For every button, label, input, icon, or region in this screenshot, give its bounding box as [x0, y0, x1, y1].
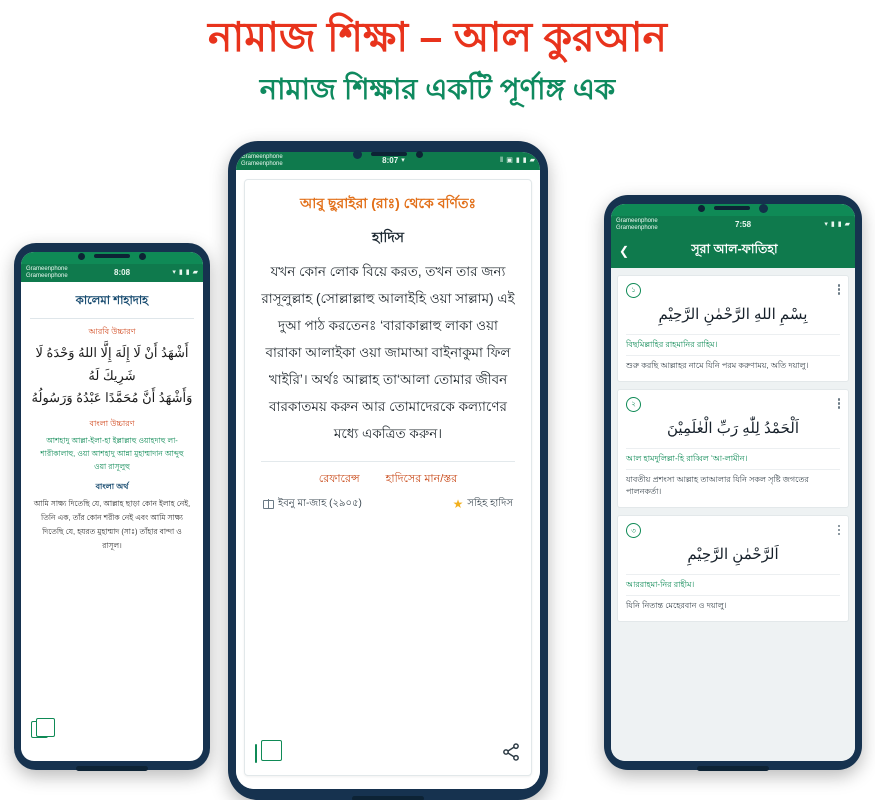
sensor-icon	[139, 253, 146, 260]
phone-center	[228, 141, 548, 800]
kebab-menu-icon[interactable]	[838, 397, 841, 411]
hadith-body-text: যখন কোন লোক বিয়ে করত, তখন তার জন্য রাসূলুল্লাহ (সোল্লাল্লাহু আলাইহি ওয়া সাল্লাম) এই দুআ পাঠ করতেনঃ ‘বারাকাল্লাহু লাকা ওয়া বারাকা আলাইকা ওয়া জামাআ বাইনাকুমা ফিল খাইরি’। অর্থঃ আল্লাহ তা‘আলা তোমার জীবন বারকাতময় করুন আর তোমাদেরকে কল্যাণের মধ্যে একত্রিত করুন।	[261, 263, 515, 441]
kebab-menu-icon[interactable]	[838, 523, 841, 537]
carrier-label-2: Grameenphone	[241, 160, 283, 167]
ayah-arabic-text: بِسْمِ اللهِ الرَّحْمٰنِ الرَّحِيْمِ	[658, 305, 808, 323]
copy-icon	[255, 744, 257, 763]
kalema-page	[21, 282, 203, 750]
ayah-arabic-text: اَلْحَمْدُ لِلّٰهِ رَبِّ الْعٰلَمِيْنَ	[667, 419, 799, 437]
signal-icon: ▮	[830, 220, 835, 228]
phone-left-camera-bar	[14, 243, 210, 269]
wifi-icon: ▾	[824, 220, 828, 228]
arabic-section-label: আরবি উচ্চারণ	[88, 326, 136, 336]
kebab-menu-icon[interactable]	[838, 283, 841, 297]
phone-right	[604, 195, 862, 770]
wifi-icon: ▾	[401, 156, 405, 164]
surah-title: সূরা আল-ফাতিহা	[691, 241, 778, 256]
kalema-meaning: আমি সাক্ষ্য দিতেছি যে, আল্লাহ ছাড়া কোন ইলাহ নেই, তিনি এক, তাঁর কোন শরীক নেই এবং আমি সাক্ষ্য দিতেছি যে, হযরত মুহাম্মাদ (সাঃ) তাঁহার বান্দা ও রাসূল।	[33, 499, 191, 551]
reference-header-source: রেফারেন্স	[318, 472, 360, 485]
signal-icon: ▮	[185, 268, 190, 276]
phone-center-screen	[236, 152, 540, 789]
signal-icon: ▮	[178, 268, 183, 276]
ayah-arabic-text: اَلرَّحْمٰنِ الرَّحِيْمِ	[687, 546, 779, 564]
phone-left	[14, 243, 210, 770]
hadith-narrator: আবু ছুরাইরা (রাঃ) থেকে বর্ণিতঃ	[300, 194, 476, 211]
copy-button[interactable]	[31, 721, 48, 738]
sensor-icon	[698, 205, 705, 212]
copy-icon	[31, 721, 48, 738]
home-indicator	[697, 766, 769, 771]
ayah-meaning: যিনি নিতান্ত মেহেরবান ও দয়ালু।	[626, 595, 840, 613]
page-subtitle: নামাজ শিক্ষার একটি পূর্ণাঙ্গ এক	[259, 74, 616, 107]
status-time: 8:07	[382, 156, 399, 166]
signal-icon: ▮	[515, 156, 520, 164]
ayah-meaning: যাবতীয় প্রশংসা আল্লাহ তাআলার যিনি সকল সৃষ্টি জগতের পালনকর্তা।	[626, 469, 840, 500]
ayah-transliteration: বিছমিল্লাহির রাহমানির রাহিম।	[626, 334, 840, 355]
kalema-title: কালেমা শাহাদাহ	[30, 292, 194, 319]
ayah-list[interactable]	[611, 268, 855, 761]
star-icon: ★	[452, 497, 464, 512]
share-icon	[501, 742, 521, 762]
hadith-page	[236, 179, 540, 789]
carrier-label-1: Grameenphone	[26, 266, 68, 272]
carrier-label-1: Grameenphone	[241, 154, 283, 160]
ayah-transliteration: আল হামদুলিল্লা-হি রাব্বিল ‘আ-লামীন।	[626, 448, 840, 469]
kalema-transliteration: আশহাদু আল্লা-ইলা-হা ইল্লাল্লাহু ওয়াহদাহু লা-শারীকালাহু, ওয়া আশহাদু আন্না মুহাম্মাদান আব্দুহু ওয়া রাসূলুহু	[40, 436, 184, 472]
list-item[interactable]	[617, 275, 849, 382]
carrier-label-2: Grameenphone	[616, 224, 658, 231]
kalema-arabic-line-1: أَشْهَدُ أَنْ لَا إِلَهَ إِلَّا اللهُ وَحْدَهُ لَا شَرِيكَ لَهُ	[35, 344, 189, 383]
status-time: 8:08	[114, 268, 131, 278]
battery-icon: ▰	[529, 156, 535, 164]
share-button[interactable]	[501, 742, 521, 767]
earpiece-speaker	[714, 206, 750, 210]
back-arrow-icon[interactable]: ❮	[619, 243, 630, 258]
meaning-section-label: বাংলা অর্থ	[95, 482, 129, 492]
signal-icon: ▮	[837, 220, 842, 228]
phone-right-screen	[611, 204, 855, 761]
phone-left-screen	[21, 252, 203, 761]
translit-section-label: বাংলা উচ্চারণ	[89, 419, 135, 429]
camera-icon	[353, 150, 362, 159]
volte-icon: ▣	[506, 156, 513, 164]
ayah-number-badge: ২	[626, 397, 641, 412]
hadith-actions	[255, 742, 521, 767]
divider	[261, 461, 515, 462]
vibrate-icon: ⦀	[500, 156, 504, 164]
reference-header-grade: হাদিসের মান/স্তর	[385, 472, 458, 485]
camera-icon	[78, 253, 85, 260]
status-time: 7:58	[735, 220, 752, 230]
ayah-meaning: শুরু করছি আল্লাহর নামে যিনি পরম করুণাময়, অতি দয়ালু।	[626, 355, 840, 373]
surah-appbar	[611, 234, 855, 268]
home-indicator	[352, 796, 424, 800]
battery-icon: ▰	[192, 268, 198, 276]
carrier-label-1: Grameenphone	[616, 218, 658, 224]
camera-icon	[759, 204, 768, 213]
phone-right-camera-bar	[604, 195, 862, 221]
sensor-icon	[416, 151, 423, 158]
reference-source	[263, 496, 362, 513]
home-indicator	[76, 766, 148, 771]
list-item[interactable]	[617, 389, 849, 509]
hadith-section-label: হাদিস	[371, 228, 405, 245]
reference-source-text: ইবনু মা-জাহ (২৯০৫)	[278, 497, 362, 509]
reference-grade-text: সহিহ হাদিস	[467, 497, 513, 509]
reference-headers	[257, 470, 519, 489]
kalema-arabic-line-2: وَأَشْهَدُ أَنَّ مُحَمَّدًا عَبْدُهُ وَرَسُولُهُ	[31, 390, 193, 406]
ayah-number-badge: ১	[626, 283, 641, 298]
reference-row	[257, 489, 519, 513]
signal-icon: ▮	[522, 156, 527, 164]
carrier-label-2: Grameenphone	[26, 272, 68, 279]
phone-center-camera-bar	[228, 141, 548, 167]
earpiece-speaker	[371, 152, 407, 156]
book-icon	[263, 500, 274, 509]
list-item[interactable]	[617, 515, 849, 622]
ayah-transliteration: আররাহমা-নির রাহীম।	[626, 574, 840, 595]
page-title: নামাজ শিক্ষা – আল কুরআন	[207, 14, 668, 60]
reference-grade	[453, 496, 513, 513]
copy-button[interactable]	[255, 745, 257, 763]
battery-icon: ▰	[844, 220, 850, 228]
wifi-icon: ▾	[172, 268, 176, 276]
earpiece-speaker	[94, 254, 130, 258]
ayah-number-badge: ৩	[626, 523, 641, 538]
promo-header	[0, 0, 875, 108]
hadith-card	[244, 179, 532, 776]
